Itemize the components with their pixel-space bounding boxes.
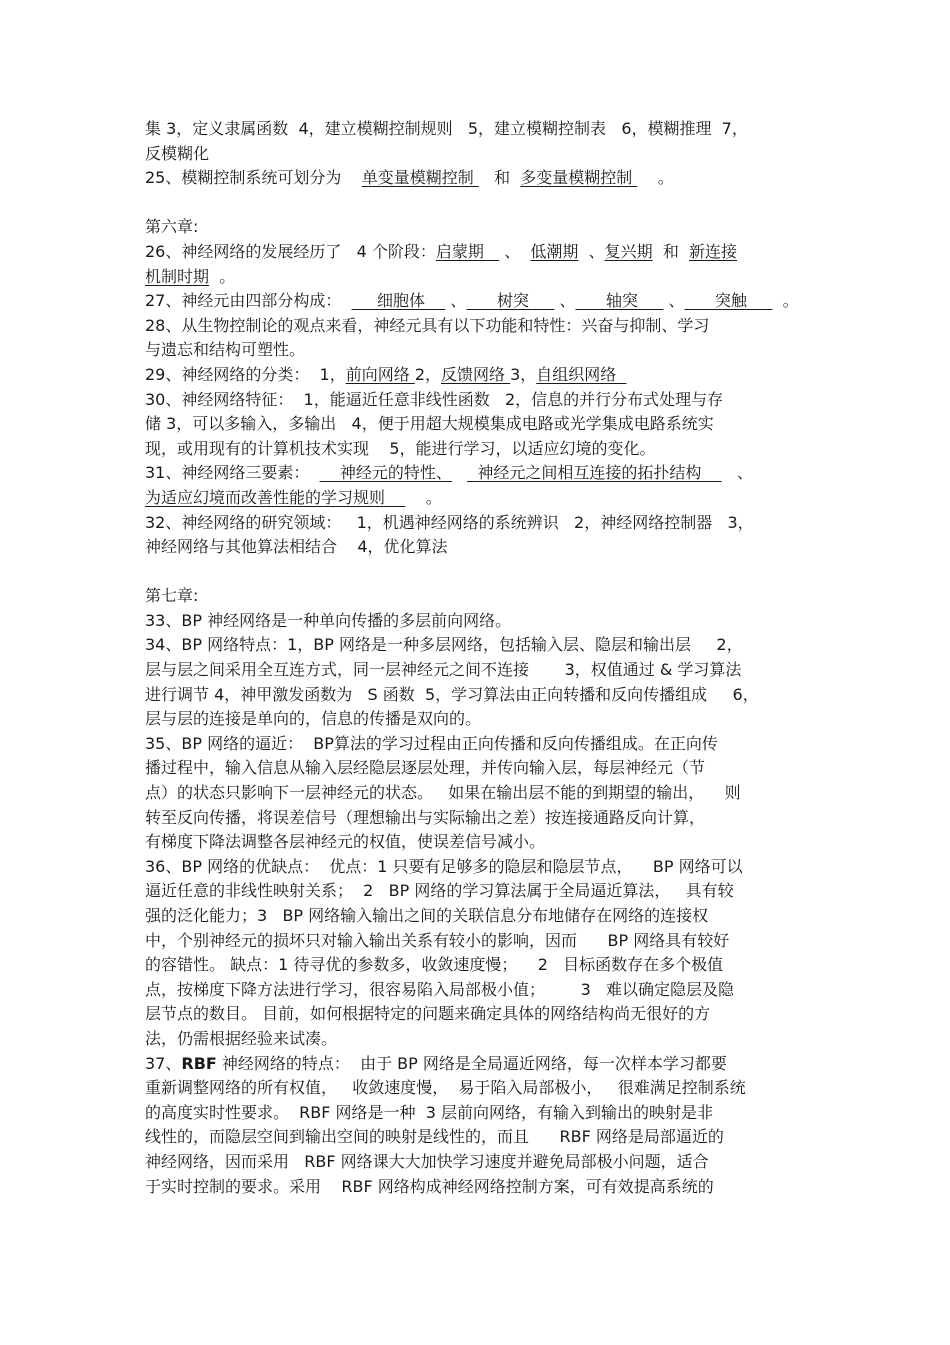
text-span: 、: [663, 291, 685, 311]
blank-line: [145, 191, 810, 216]
text-span: 27、神经元由四部分构成：: [145, 291, 352, 311]
underlined-answer: 多变量模糊控制: [520, 168, 638, 188]
text-line: [145, 633, 810, 658]
text-span: 转至反向传播，将误差信号（理想输出与实际输出之差）按连接通路反向计算，: [145, 807, 706, 827]
text-span: 线性的，而隐层空间到输出空间的映射是线性的，而且 RBF 网络是局部逼近的: [145, 1127, 724, 1147]
text-line: [145, 584, 810, 609]
text-span: 31、神经网络三要素：: [145, 463, 320, 483]
text-span: 点，按梯度下降方法进行学习，很容易陷入局部极小值； 3 难以确定隐层及隐: [145, 979, 735, 999]
text-line: [145, 511, 810, 536]
text-line: [145, 166, 810, 191]
text-line: [145, 978, 810, 1003]
text-line: [145, 830, 810, 855]
text-span: 。: [772, 291, 799, 311]
underlined-answer: 树突: [466, 291, 555, 311]
text-line: [145, 929, 810, 954]
text-span: 法，仍需根据经验来试凑。: [145, 1028, 338, 1048]
text-line: [145, 314, 810, 339]
text-span: 、: [721, 463, 753, 483]
text-span: 第七章:: [145, 586, 199, 606]
text-line: [145, 461, 810, 486]
text-span: 32、神经网络的研究领域： 1，机遇神经网络的系统辨识 2，神经网络控制器 3，: [145, 512, 754, 532]
text-line: [145, 535, 810, 560]
text-span: 重新调整网络的所有权值， 收敛速度慢， 易于陷入局部极小， 很难满足控制系统: [145, 1078, 746, 1098]
text-span: 层与层的连接是单向的，信息的传播是双向的。: [145, 709, 482, 729]
text-line: [145, 904, 810, 929]
text-line: [145, 1101, 810, 1126]
text-line: [145, 1027, 810, 1052]
text-span: 进行调节 4，神甲激发函数为 S 函数 5，学习算法由正向转播和反向传播组成 6，: [145, 684, 759, 704]
text-span: 29、神经网络的分类： 1，: [145, 364, 346, 384]
text-span: 、: [499, 241, 531, 261]
text-line: [145, 412, 810, 437]
underlined-answer: 神经元的特性、: [319, 463, 452, 483]
text-line: [145, 486, 810, 511]
text-span: 点）的状态只影响下一层神经元的状态。 如果在输出层不能的到期望的输出， 则: [145, 783, 741, 803]
underlined-answer: 神经元之间相互连接的拓扑结构: [467, 463, 722, 483]
text-line: [145, 240, 810, 265]
text-line: [145, 338, 810, 363]
text-span: 。: [209, 266, 236, 286]
underlined-answer: 机制时期: [145, 266, 210, 286]
text-span: 和: [652, 241, 689, 261]
text-line: [145, 1002, 810, 1027]
text-span: 2，: [414, 364, 441, 384]
underlined-answer: 突触: [684, 291, 773, 311]
text-span: 神经网络的特点： 由于 BP 网络是全局逼近网络，每一次样本学习都要: [216, 1053, 727, 1073]
text-line: [145, 117, 810, 142]
text-span: 、: [554, 291, 576, 311]
text-span: 。: [405, 487, 442, 507]
text-line: [145, 289, 810, 314]
text-span: 26、神经网络的发展经历了 4 个阶段：: [145, 241, 436, 261]
text-line: [145, 855, 810, 880]
underlined-answer: 新连接: [689, 241, 738, 261]
text-line: [145, 879, 810, 904]
underlined-answer: 为适应幻境而改善性能的学习规则: [145, 487, 406, 507]
underlined-answer: 轴突: [575, 291, 664, 311]
underlined-answer: 细胞体: [351, 291, 446, 311]
text-line: [145, 806, 810, 831]
text-span: 33、BP 神经网络是一种单向传播的多层前向网络。: [145, 610, 512, 630]
text-line: [145, 142, 810, 167]
text-span: 神经网络，因而采用 RBF 网络课大大加快学习速度并避免局部极小问题，适合: [145, 1151, 709, 1171]
text-span: 层与层之间采用全互连方式，同一层神经元之间不连接 3，权值通过 & 学习算法: [145, 660, 742, 680]
text-span: 第六章:: [145, 217, 199, 237]
text-span: 25、模糊控制系统可划分为: [145, 168, 362, 188]
text-span: 、: [578, 241, 605, 261]
text-span: 28、从生物控制论的观点来看，神经元具有以下功能和特性：兴奋与抑制、学习: [145, 315, 710, 335]
text-line: [145, 756, 810, 781]
text-line: [145, 265, 810, 290]
text-span: 储 3，可以多输入，多输出 4，便于用超大规模集成电路或光学集成电路系统实: [145, 414, 714, 434]
text-span: 中，个别神经元的损坏只对输入输出关系有较小的影响，因而 BP 网络具有较好: [145, 930, 730, 950]
text-span: 层节点的数目。 目前，如何根据特定的问题来确定具体的网络结构尚无很好的方: [145, 1004, 711, 1024]
text-span: 和: [478, 168, 521, 188]
text-span: 。: [637, 168, 674, 188]
text-line: [145, 609, 810, 634]
text-span: 强的泛化能力；3 BP 网络输入输出之间的关联信息分布地储存在网络的连接权: [145, 906, 709, 925]
underlined-answer: 自组织网络: [536, 364, 627, 384]
text-line: [145, 388, 810, 413]
text-span: 34、BP 网络特点：1，BP 网络是一种多层网络，包括输入层、隐层和输出层 2，: [145, 635, 743, 655]
bold-text: RBF: [181, 1053, 217, 1073]
underlined-answer: 启蒙期: [435, 241, 500, 261]
text-span: 现，或用现有的计算机技术实现 5，能进行学习，以适应幻境的变化。: [145, 438, 656, 458]
text-line: [145, 1052, 810, 1077]
text-span: 神经网络与其他算法相结合 4，优化算法: [145, 537, 448, 557]
text-line: [145, 683, 810, 708]
text-line: [145, 658, 810, 683]
text-span: 播过程中，输入信息从输入层经隐层逐层处理，并传向输入层，每层神经元（节: [145, 758, 706, 778]
text-span: 于实时控制的要求。采用 RBF 网络构成神经网络控制方案，可有效提高系统的: [145, 1176, 714, 1196]
text-span: 集 3，定义隶属函数 4，建立模糊控制规则 5，建立模糊控制表 6，模糊推理 7，: [145, 119, 748, 138]
text-line: [145, 1076, 810, 1101]
text-span: 36、BP 网络的优缺点： 优点：1 只要有足够多的隐层和隐层节点， BP 网络可以: [145, 856, 743, 876]
text-span: 、: [445, 291, 467, 311]
document-body: [145, 117, 810, 1199]
text-line: [145, 363, 810, 388]
text-span: 的高度实时性要求。 RBF 网络是一种 3 层前向网络，有输入到输出的映射是非: [145, 1102, 713, 1122]
text-span: 逼近任意的非线性映射关系； 2 BP 网络的学习算法属于全局逼近算法， 具有较: [145, 881, 734, 901]
text-span: 30、神经网络特征： 1，能逼近任意非线性函数 2，信息的并行分布式处理与存: [145, 389, 724, 409]
text-line: [145, 437, 810, 462]
text-span: 35、BP 网络的逼近： BP算法的学习过程由正向传播和反向传播组成。在正向传: [145, 733, 718, 753]
text-line: [145, 1175, 810, 1200]
blank-line: [145, 560, 810, 585]
text-span: 的容错性。 缺点：1 待寻优的参数多，收敛速度慢； 2 目标函数存在多个极值: [145, 955, 724, 975]
text-line: [145, 707, 810, 732]
text-line: [145, 781, 810, 806]
underlined-answer: 单变量模糊控制: [361, 168, 479, 188]
text-line: [145, 1125, 810, 1150]
text-span: 与遗忘和结构可塑性。: [145, 340, 306, 360]
underlined-answer: 反馈网络: [441, 364, 511, 384]
underlined-answer: 低潮期: [530, 241, 579, 261]
text-line: [145, 1150, 810, 1175]
text-line: [145, 732, 810, 757]
text-span: 有梯度下降法调整各层神经元的权值，使误差信号减小。: [145, 832, 546, 852]
underlined-answer: 前向网络: [345, 364, 415, 384]
text-span: 37、: [145, 1053, 182, 1073]
text-line: [145, 215, 810, 240]
text-span: [452, 463, 467, 482]
text-span: 3，: [510, 364, 537, 384]
underlined-answer: 复兴期: [604, 241, 653, 261]
text-line: [145, 953, 810, 978]
text-span: 反模糊化: [145, 143, 210, 163]
